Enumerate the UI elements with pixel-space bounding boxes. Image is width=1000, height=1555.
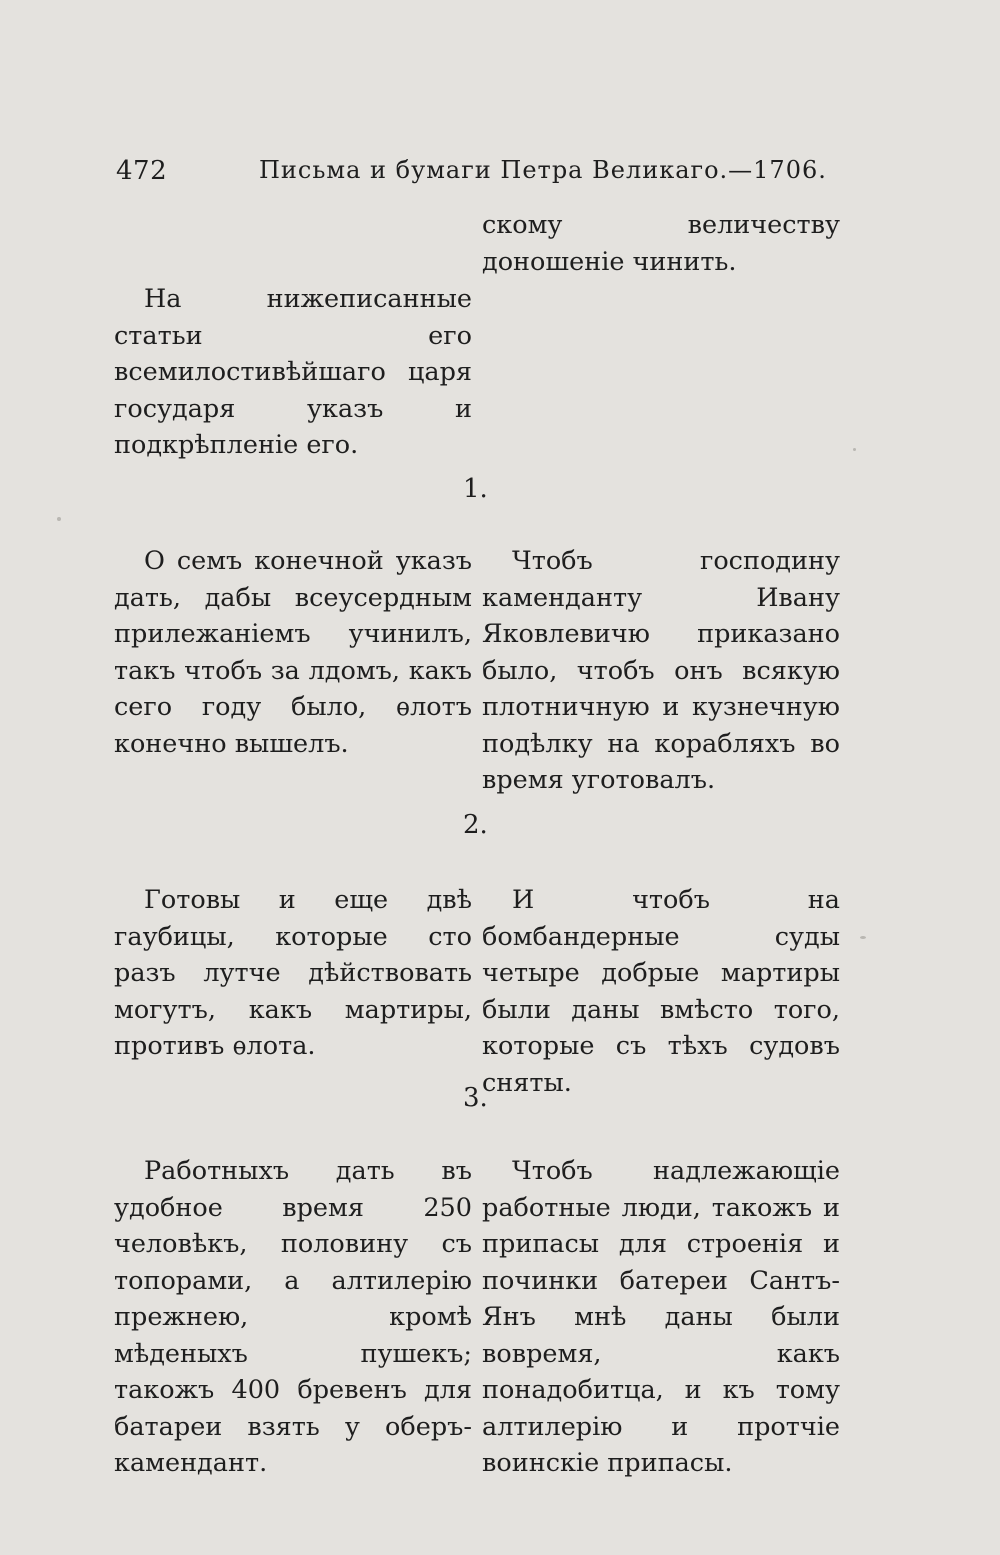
section-3-right-text: Чтобъ надлежающiе работные люди, такожъ и припасы для строенiя и починки батереи Сантъ-Янъ мнѣ даны были вовремя, какъ понадобитца, и къ тому алтилерiю и протчiе воинскiе припасы. [482,1156,840,1478]
section-1-left-text: О семъ конечной указъ дать, дабы всеусердным прилежанiемъ учинилъ, такъ чтобъ за лдомъ, какъ сего году было, ѳлотъ конечно вышелъ. [114,546,472,759]
right-column-continuation: скому величеству доношенiе чинить. [482,210,840,277]
scan-speck [853,448,856,451]
section-2-left-text: Готовы и еще двѣ гаубицы, которые сто разъ лутче дѣйствовать могутъ, какъ мартиры, противъ ѳлота. [114,885,472,1061]
page-number: 472 [116,156,168,186]
section-1-right-text: Чтобъ господину каменданту Ивану Яковлевичю приказано было, чтобъ онъ всякую плотничную и кузнечную подѣлку на корабляхъ во время уготовалъ. [482,546,840,795]
running-title: Письма и бумаги Петра Великаго.—1706. [259,156,827,184]
scan-speck [57,517,61,521]
left-column-heading: На нижеписанные статьи его всемилостивѣйшаго царя государя указъ и подкрѣпленiе его. [114,284,472,460]
section-number-1: 1. [463,474,488,504]
section-2-right-text: И чтобъ на бомбандерные суды четыре добрые мартиры были даны вмѣсто того, которые съ тѣхъ судовъ сняты. [482,885,840,1098]
scan-speck [860,936,866,939]
section-3-left-text: Работныхъ дать въ удобное время 250 человѣкъ, половину съ топорами, а алтилерiю прежнею, кромѣ мѣденыхъ пушекъ; такожъ 400 бревенъ для батареи взять у оберъ-камендант. [114,1156,472,1478]
section-number-2: 2. [463,810,488,840]
page-header [112,150,827,194]
section-number-3: 3. [463,1083,488,1113]
